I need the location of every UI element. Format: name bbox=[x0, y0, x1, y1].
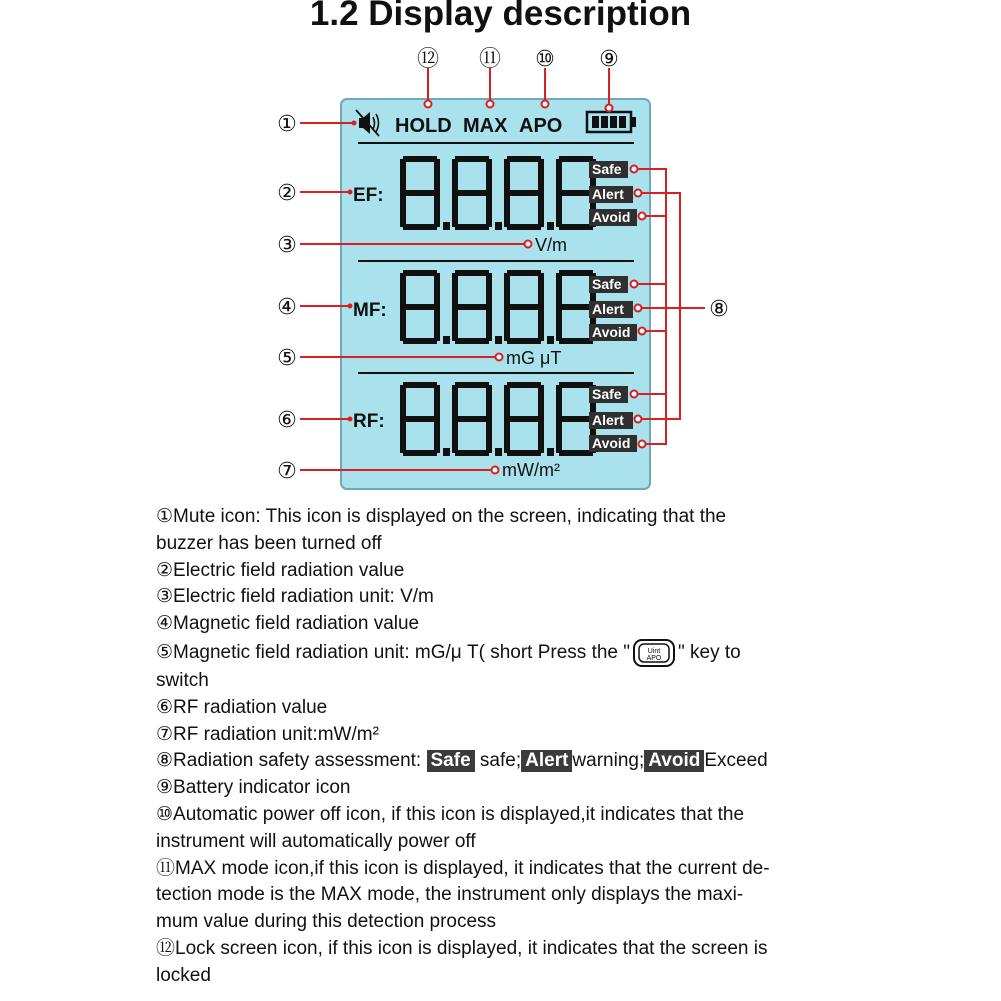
desc-3: ③Electric field radiation unit: V/m bbox=[156, 586, 434, 608]
mf-unit: mG μT bbox=[506, 348, 562, 368]
callout-4: ④ bbox=[277, 295, 297, 320]
key-top-label: Uint bbox=[647, 647, 661, 655]
desc-8-pre: ⑧Radiation safety assessment: bbox=[156, 750, 427, 772]
alert-text: warning; bbox=[572, 750, 645, 772]
avoid-text: Exceed bbox=[704, 750, 768, 772]
desc-5-post: " key to bbox=[678, 642, 741, 663]
desc-5-pre: ⑤Magnetic field radiation unit: mG/μ T( short Press the " bbox=[156, 642, 631, 663]
ef-avoid-tag: Avoid bbox=[592, 209, 631, 225]
safe-text: safe; bbox=[474, 750, 522, 772]
desc-10a: ⑩Automatic power off icon, if this icon is displayed,it indicates that the bbox=[156, 803, 745, 825]
mf-alert-tag: Alert bbox=[592, 301, 624, 317]
callout-3: ③ bbox=[277, 233, 297, 258]
callout-8: ⑧ bbox=[709, 297, 729, 322]
desc-1b: buzzer has been turned off bbox=[156, 532, 382, 554]
desc-9: ⑨Battery indicator icon bbox=[156, 777, 351, 799]
rf-label: RF: bbox=[353, 411, 385, 432]
page-title: 1.2 Display description bbox=[309, 0, 692, 33]
alert-badge: Alert bbox=[521, 750, 572, 772]
hold-label: HOLD bbox=[395, 115, 452, 137]
desc-8 bbox=[156, 748, 876, 775]
desc-12a: ⑫Lock screen icon, if this icon is displayed, it indicates that the screen is bbox=[156, 937, 768, 959]
callout-5: ⑤ bbox=[277, 346, 297, 371]
desc-4: ④Magnetic field radiation value bbox=[156, 613, 420, 635]
apo-label: APO bbox=[519, 115, 563, 137]
avoid-badge: Avoid bbox=[644, 750, 704, 772]
rf-alert-tag: Alert bbox=[592, 412, 624, 428]
callout-9: ⑨ bbox=[599, 47, 619, 72]
max-label: MAX bbox=[463, 115, 508, 137]
rf-safe-tag: Safe bbox=[592, 386, 622, 402]
ef-alert-tag: Alert bbox=[592, 186, 624, 202]
desc-11b: tection mode is the MAX mode, the instrument only displays the maxi- bbox=[156, 884, 744, 906]
lcd-panel bbox=[341, 99, 650, 489]
callout-11: ⑪ bbox=[478, 47, 502, 72]
rf-unit: mW/m² bbox=[502, 460, 560, 480]
uint-apo-key-icon bbox=[632, 638, 676, 668]
desc-11c: mum value during this detection process bbox=[156, 911, 497, 933]
desc-2: ②Electric field radiation value bbox=[156, 559, 405, 581]
ef-safe-tag: Safe bbox=[592, 161, 622, 177]
mf-safe-tag: Safe bbox=[592, 276, 622, 292]
ef-unit: V/m bbox=[535, 235, 568, 255]
desc-7: ⑦RF radiation unit:mW/m² bbox=[156, 723, 379, 745]
desc-12b: locked bbox=[156, 964, 211, 986]
mf-label: MF: bbox=[353, 300, 387, 321]
ef-label: EF: bbox=[353, 185, 384, 206]
desc-11a: ⑪MAX mode icon,if this icon is displayed, it indicates that the current de- bbox=[156, 857, 770, 879]
display-diagram bbox=[0, 0, 1001, 500]
desc-5 bbox=[156, 638, 876, 668]
desc-5b: switch bbox=[156, 669, 209, 691]
callout-6: ⑥ bbox=[277, 408, 297, 433]
callout-12: ⑫ bbox=[416, 47, 440, 72]
description-list bbox=[156, 504, 876, 990]
callout-1: ① bbox=[277, 112, 297, 137]
mf-avoid-tag: Avoid bbox=[592, 324, 631, 340]
desc-6: ⑥RF radiation value bbox=[156, 696, 328, 718]
callout-10: ⑩ bbox=[535, 47, 555, 72]
rf-avoid-tag: Avoid bbox=[592, 435, 631, 451]
callout-2: ② bbox=[277, 181, 297, 206]
callout-7: ⑦ bbox=[277, 459, 297, 484]
safe-badge: Safe bbox=[427, 750, 475, 772]
desc-1a: ①Mute icon: This icon is displayed on the screen, indicating that the bbox=[156, 506, 727, 527]
desc-10b: instrument will automatically power off bbox=[156, 830, 476, 852]
key-bottom-label: APO bbox=[646, 654, 662, 662]
